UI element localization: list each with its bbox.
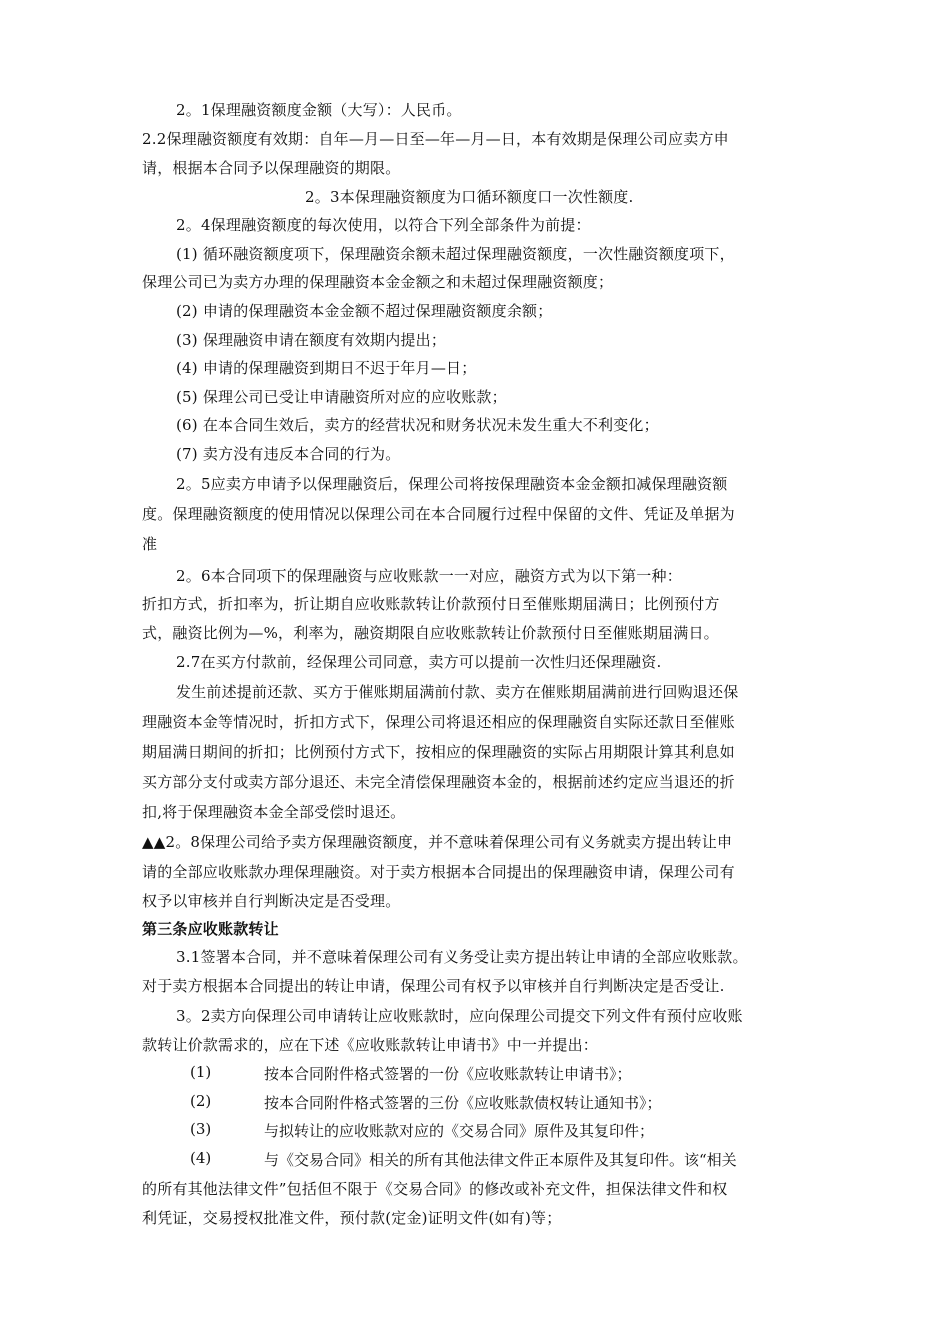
list-item-number: (4) (190, 1149, 212, 1167)
clause-3-2-cont: 款转让价款需求的，应在下述《应收账款转让申请书》中一并提出： (142, 1036, 599, 1054)
condition-6: (6) 在本合同生效后，卖方的经营状况和财务状况未发生重大不利变化； (176, 416, 659, 434)
list-item-number: (2) (190, 1092, 212, 1110)
section-heading-article-3: 第三条应收账款转让 (142, 920, 279, 938)
condition-5: (5) 保理公司已受让申请融资所对应的应收账款； (176, 388, 507, 406)
clause-3-2: 3。2卖方向保理公司申请转让应收账款时，应向保理公司提交下列文件有预付应收账 (176, 1007, 743, 1025)
list-item-text: 按本合同附件格式签署的一份《应收账款转让申请书》； (264, 1065, 632, 1083)
clause-3-1-cont: 对于卖方根据本合同提出的转让申请，保理公司有权予以审核并自行判断决定是否受让. (142, 977, 725, 995)
clause-2-7-para-4: 买方部分支付或卖方部分退还、未完全清偿保理融资本金的，根据前述约定应当退还的折 (142, 773, 735, 791)
clause-2-8-end: 权予以审核并自行判断决定是否受理。 (142, 892, 401, 910)
list-item-text: 与拟转让的应收账款对应的《交易合同》原件及其复印件； (264, 1122, 655, 1140)
clause-2-7-para-3: 期届满日期间的折扣；比例预付方式下，按相应的保理融资的实际占用期限计算其利息如 (142, 743, 735, 761)
clause-2-8: ▲▲2。8保理公司给予卖方保理融资额度，并不意味着保理公司有义务就卖方提出转让申 (142, 833, 733, 851)
list-item-text: 按本合同附件格式签署的三份《应收账款债权转让通知书》； (264, 1094, 662, 1112)
list-item-text: 与《交易合同》相关的所有其他法律文件正本原件及其复印件。该“相关 (264, 1151, 737, 1169)
condition-3: (3) 保理融资申请在额度有效期内提出； (176, 331, 447, 349)
clause-2-8-cont: 请的全部应收账款办理保理融资。对于卖方根据本合同提出的保理融资申请，保理公司有 (142, 863, 735, 881)
item-4-cont: 的所有其他法律文件”包括但不限于《交易合同》的修改或补充文件，担保法律文件和权 (142, 1180, 728, 1198)
clause-2-3: 2。3本保理融资额度为口循环额度口一次性额度. (305, 188, 634, 206)
clause-2-6: 2。6本合同项下的保理融资与应收账款一一对应，融资方式为以下第一种： (176, 567, 682, 585)
clause-2-1: 2。1保理融资额度金额（大写）：人民币。 (176, 101, 462, 119)
list-item-number: (1) (190, 1063, 212, 1081)
item-4-end: 利凭证，交易授权批准文件，预付款(定金)证明文件(如有)等； (142, 1209, 562, 1227)
clause-2-6-end: 式，融资比例为—%，利率为，融资期限自应收账款转让价款预付日至催账期届满日。 (142, 624, 719, 642)
list-item-number: (3) (190, 1120, 212, 1138)
condition-7: (7) 卖方没有违反本合同的行为。 (176, 445, 401, 463)
condition-2: (2) 申请的保理融资本金金额不超过保理融资额度余额； (176, 302, 553, 320)
list-item (0, 1092, 950, 1114)
list-item (0, 1149, 950, 1171)
clause-2-7-para-2: 理融资本金等情况时，折扣方式下，保理公司将退还相应的保理融资自实际还款日至催账 (142, 713, 735, 731)
condition-1-cont: 保理公司已为卖方办理的保理融资本金金额之和未超过保理融资额度； (142, 273, 614, 291)
clause-2-6-cont: 折扣方式，折扣率为，折让期自应收账款转让价款预付日至催账期届满日；比例预付方 (142, 595, 720, 613)
clause-2-2: 2.2保理融资额度有效期：自年—月—日至—年—月—日，本有效期是保理公司应卖方申 (142, 130, 729, 148)
clause-2-4: 2。4保理融资额度的每次使用，以符合下列全部条件为前提： (176, 216, 591, 234)
clause-2-5-cont: 度。保理融资额度的使用情况以保理公司在本合同履行过程中保留的文件、凭证及单据为 (142, 505, 735, 523)
clause-3-1: 3.1签署本合同，并不意味着保理公司有义务受让卖方提出转让申请的全部应收账款。 (176, 948, 748, 966)
clause-2-7: 2.7在买方付款前，经保理公司同意，卖方可以提前一次性归还保理融资. (176, 653, 662, 671)
condition-4: (4) 申请的保理融资到期日不迟于年月—日； (176, 359, 477, 377)
clause-2-5-end: 准 (142, 535, 158, 553)
clause-2-7-para: 发生前述提前还款、买方于催账期届满前付款、卖方在催账期届满前进行回购退还保 (176, 683, 739, 701)
clause-2-2-cont: 请，根据本合同予以保理融资的期限。 (142, 159, 401, 177)
clause-2-7-para-5: 扣,将于保理融资本金全部受偿时退还。 (142, 803, 406, 821)
list-item (0, 1120, 950, 1142)
list-item (0, 1063, 950, 1085)
clause-2-5: 2。5应卖方申请予以保理融资后，保理公司将按保理融资本金金额扣减保理融资额 (176, 475, 728, 493)
condition-1: (1) 循环融资额度项下，保理融资余额未超过保理融资额度，一次性融资额度项下， (176, 245, 735, 263)
